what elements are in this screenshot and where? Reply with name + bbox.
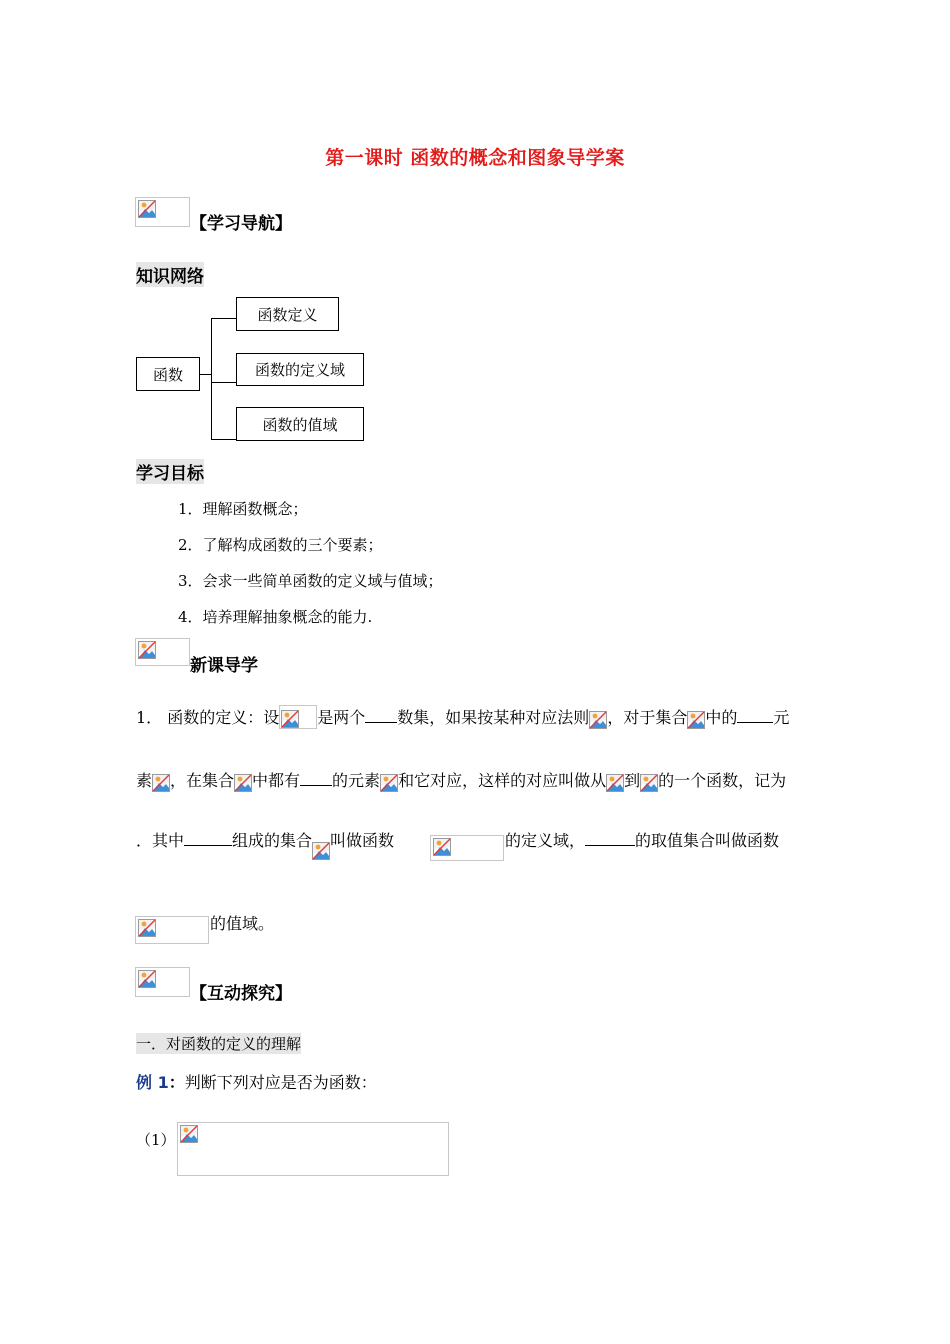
fill-blank[interactable]	[365, 708, 397, 723]
definition-line-2: 素 ，在集合 中都有 的元素 和它对应，这样的对应叫做从 到 的一个函数，记为	[136, 771, 787, 790]
broken-image-icon	[430, 835, 504, 861]
math-image-icon	[640, 774, 658, 792]
part-one-heading: 一．对函数的定义的理解	[136, 1035, 302, 1053]
math-image-icon	[234, 774, 252, 792]
fill-blank[interactable]	[585, 831, 635, 846]
section-heading-nav: 【学习导航】	[190, 214, 292, 234]
fill-blank[interactable]	[184, 831, 232, 846]
definition-line-4: 的值域。	[210, 914, 275, 933]
goal-item: 3．会求一些简单函数的定义域与值域；	[178, 572, 443, 590]
sub-question-label: （1）	[136, 1131, 176, 1149]
definition-line-3: ．其中 组成的集合 叫做函数	[136, 828, 394, 860]
broken-image-icon	[135, 638, 190, 666]
math-image-icon	[380, 774, 398, 792]
tree-node-range: 函数的值域	[236, 407, 364, 441]
broken-image-icon	[135, 197, 190, 227]
tree-node-definition: 函数定义	[236, 297, 339, 331]
example-1: 例 1：判断下列对应是否为函数：	[136, 1073, 377, 1092]
fill-blank[interactable]	[300, 771, 332, 786]
tree-connector	[211, 382, 237, 383]
tree-connector	[211, 439, 237, 440]
section-heading-explore: 【互动探究】	[190, 984, 292, 1004]
math-image-icon	[152, 774, 170, 792]
math-image-icon	[312, 842, 330, 860]
goal-item: 2．了解构成函数的三个要素；	[178, 536, 383, 554]
goal-item: 4．培养理解抽象概念的能力.	[178, 608, 373, 626]
math-image-icon	[606, 774, 624, 792]
broken-image-icon	[135, 916, 209, 944]
example-label: 例 1	[136, 1073, 169, 1092]
knowledge-network-heading: 知识网络	[136, 262, 204, 287]
tree-connector	[211, 318, 237, 319]
tree-connector	[211, 318, 212, 440]
tree-root-function: 函数	[136, 357, 200, 391]
broken-image-icon	[177, 1122, 449, 1176]
definition-line-1: 1． 函数的定义：设 是两个 数集，如果按某种对应法则 ，对于集合 中的 元	[136, 705, 789, 729]
tree-node-domain: 函数的定义域	[236, 353, 364, 386]
definition-line-3b: 的定义域， 的取值集合叫做函数	[505, 831, 780, 850]
math-image-icon	[589, 711, 607, 729]
goal-item: 1．理解函数概念；	[178, 500, 308, 518]
new-lesson-heading: 新课导学	[190, 656, 258, 676]
broken-image-icon	[135, 967, 190, 997]
page-title: 第一课时 函数的概念和图象导学案	[325, 147, 625, 169]
math-image-icon	[687, 711, 705, 729]
math-image-icon	[279, 705, 317, 729]
fill-blank[interactable]	[737, 708, 773, 723]
goals-heading: 学习目标	[136, 459, 204, 484]
